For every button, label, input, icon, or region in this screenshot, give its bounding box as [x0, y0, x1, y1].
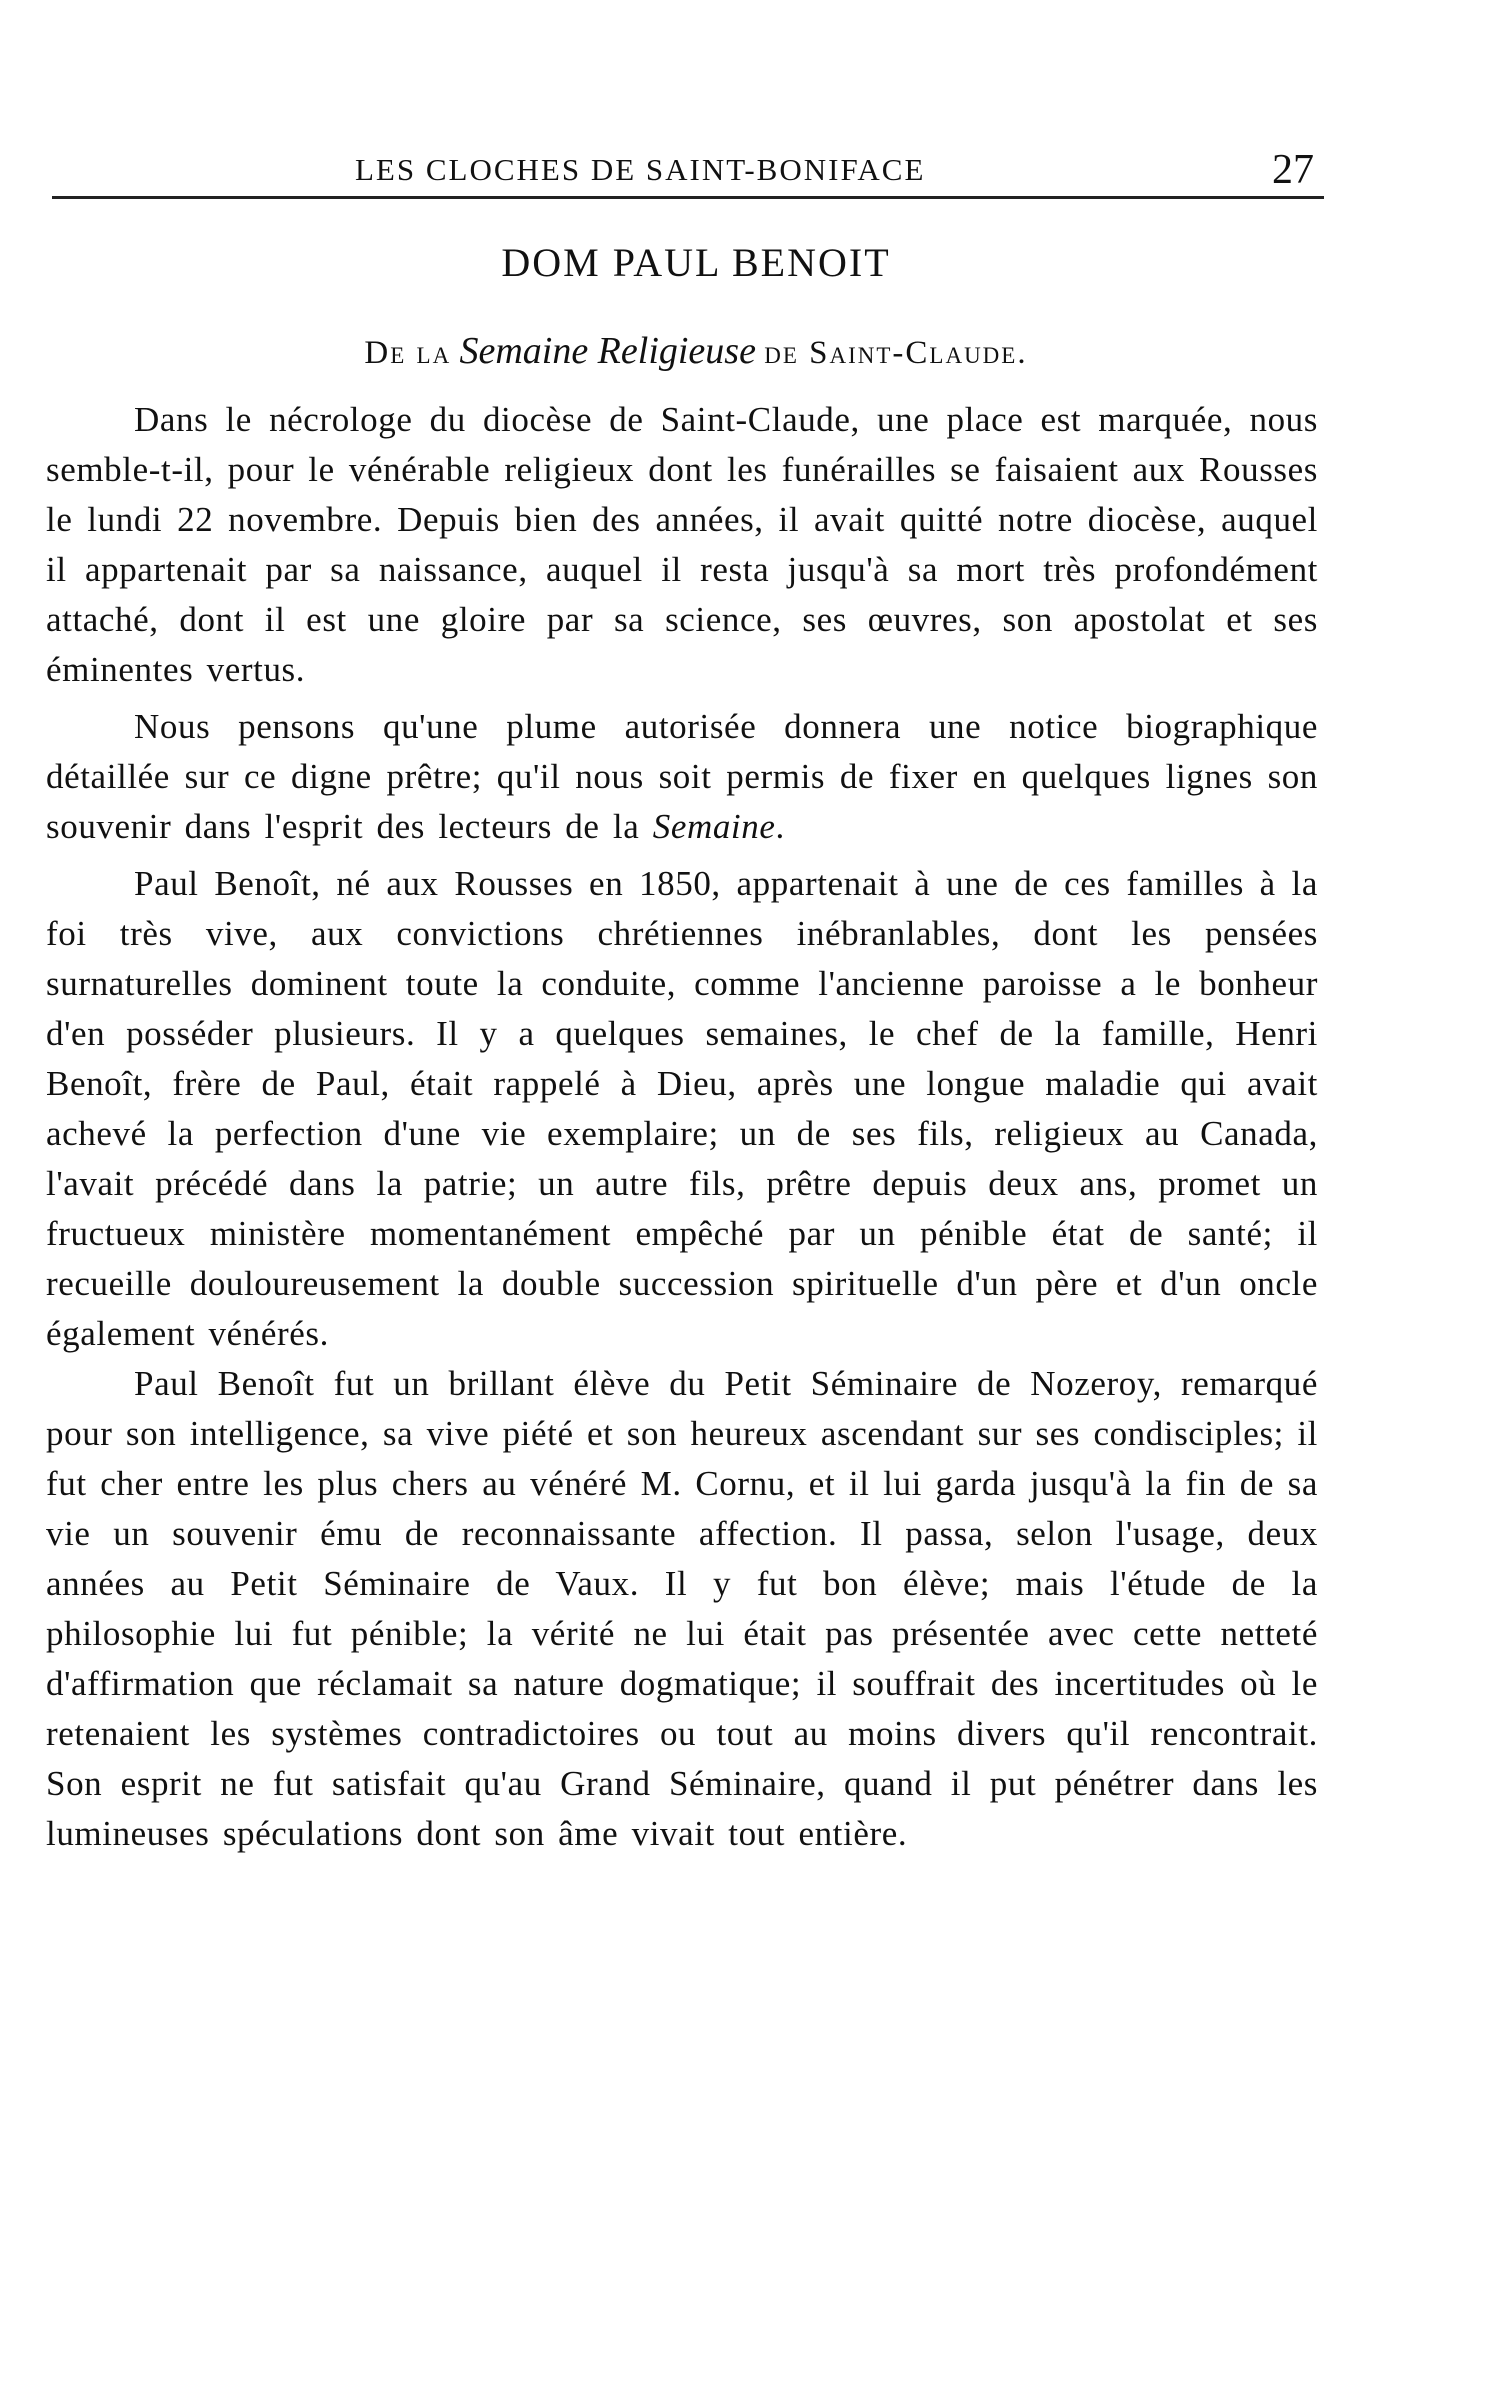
source-publication: Semaine Religieuse [459, 330, 756, 372]
article-title: DOM PAUL BENOIT [501, 240, 891, 285]
source-line [0, 329, 1392, 375]
page-number: 27 [1272, 147, 1314, 193]
source-suffix: de Saint-Claude. [764, 335, 1028, 371]
running-title: LES CLOCHES DE SAINT-BONIFACE [355, 152, 926, 187]
paragraph-4: Paul Benoît fut un brillant élève du Petit Séminaire de Nozeroy, remarqué pour son intelligence, sa vive piété et son heureux ascendant sur ses condisciples; il fut cher entre les plus chers au vénéré M. Cornu, et il lui garda jusqu'à la fin de sa vie un souvenir ému de reconnaissante affection. Il passa, selon l'usage, deux années au Petit Séminaire de Vaux. Il y fut bon élève; mais l'étude de la philosophie lui fut pénible; la vérité ne lui était pas présentée avec cette netteté d'affirmation que réclamait sa nature dogmatique; il souffrait des incertitudes où le retenaient les systèmes contradictoires ou tout au moins divers qu'il rencontrait. Son esprit ne fut satisfait qu'au Grand Séminaire, quand il put pénétrer dans les lumineuses spéculations dont son âme vivait tout entière. [46, 1364, 1318, 1853]
header-rule [52, 196, 1324, 199]
article-body [46, 395, 1318, 1859]
paragraph-2-text: Nous pensons qu'une plume autorisée donnera une notice biographique détaillée sur ce digne prêtre; qu'il nous soit permis de fixer en quelques lignes son souvenir dans l'esprit des lecteurs de la [46, 707, 1318, 846]
paragraph-2-end: . [775, 807, 785, 846]
paragraph-2 [46, 702, 1318, 852]
paragraph-2-italic: Semaine [652, 807, 776, 846]
source-prefix: De la [364, 335, 452, 371]
paragraph-1: Dans le nécrologe du diocèse de Saint-Claude, une place est marquée, nous semble-t-il, pour le vénérable religieux dont les funérailles se faisaient aux Rousses le lundi 22 novembre. Depuis bien des années, il avait quitté notre diocèse, auquel il appartenait par sa naissance, auquel il resta jusqu'à sa mort très profondément attaché, dont il est une gloire par sa science, ses œuvres, son apostolat et ses éminentes vertus. [46, 400, 1318, 689]
running-header [0, 147, 1501, 200]
paragraph-3: Paul Benoît, né aux Rousses en 1850, appartenait à une de ces familles à la foi très vive, aux convictions chrétiennes inébranlables, dont les pensées surnaturelles dominent toute la conduite, comme l'ancienne paroisse a le bonheur d'en posséder plusieurs. Il y a quelques semaines, le chef de la famille, Henri Benoît, frère de Paul, était rappelé à Dieu, après une longue maladie qui avait achevé la perfection d'une vie exemplaire; un de ses fils, religieux au Canada, l'avait précédé dans la patrie; un autre fils, prêtre depuis deux ans, promet un fructueux ministère momentanément empêché par un pénible état de santé; il recueille douloureusement la double succession spirituelle d'un père et d'un oncle également vénérés. [46, 864, 1318, 1353]
